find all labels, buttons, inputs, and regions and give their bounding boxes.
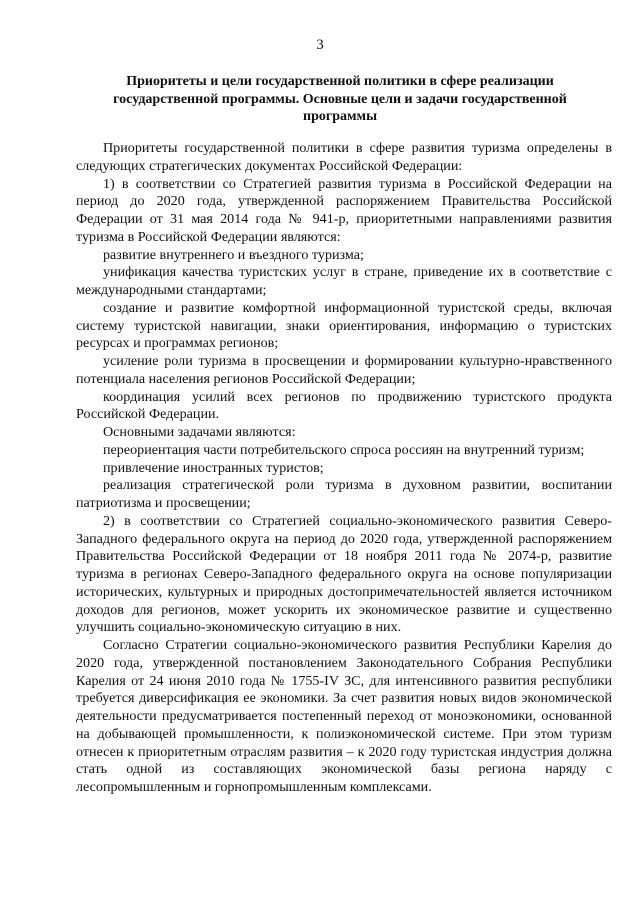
paragraph: переориентация части потребительского спроса россиян на внутренний туризм;: [103, 441, 585, 458]
paragraph: привлечение иностранных туристов;: [103, 459, 324, 476]
paragraph: усиление роли туризма в просвещении и формировании культурно-нравственного потенциала населения регионов Российской Федерации;: [76, 353, 612, 387]
paragraph: реализация стратегической роли туризма в духовном развитии, воспитании патриотизма и просвещении;: [76, 477, 612, 511]
paragraph: Основными задачами являются:: [103, 424, 296, 440]
section-title: Приоритеты и цели государственной политики в сфере реализации государственной программы. Основные цели и задачи государственной программы: [113, 74, 567, 124]
paragraph: Согласно Стратегии социально-экономического развития Республики Карелия до 2020 года, утвержденной постановлением Законодательного Собрания Республики Карелия от 24 июня 2010 года № 1755-IV ЗС, для интенсивного развития республики требуется диверсификация ее экономики. За счет развития новых видов экономической деятельности предусматривается постепенный переход от моноэкономики, основанной на добывающей промышленности, к полиэкономической системе. При этом туризм отнесен к приоритетным отраслям развития – к 2020 году туристская индустрия должна стать одной из составляющих экономической базы региона наряду с лесопромышленным и горнопромышленным комплексами.: [76, 637, 612, 795]
paragraph: развитие внутреннего и въездного туризма;: [103, 246, 364, 263]
paragraph: унификация качества туристских услуг в стране, приведение их в соответствие с международными стандартами;: [76, 264, 612, 298]
paragraph: 1) в соответствии со Стратегией развития туризма в Российской Федерации на период до 2020 года, утвержденной распоряжением Правительства Российской Федерации от 31 мая 2014 года № 941-р, приоритетными направлениями развития туризма в Российской Федерации являются:: [76, 175, 612, 245]
paragraph: создание и развитие комфортной информационной туристской среды, включая систему туристской навигации, знаки ориентирования, информацию о туристских ресурсах и программах регионов;: [76, 299, 612, 352]
document-body: [76, 140, 612, 797]
paragraph: 2) в соответствии со Стратегией социально-экономического развития Северо-Западного федерального округа на период до 2020 года, утвержденной распоряжением Правительства Российской Федерации от 18 ноября 2011 года № 2074-р, развитие туризма в регионах Северо-Западного федерального округа на основе популяризации исторических, культурных и природных достопримечательностей является источником доходов для регионов, может ускорить их экономическое развитие и существенно улучшить социально-экономическую ситуацию в них.: [76, 512, 612, 636]
page-number: 3: [316, 37, 324, 53]
paragraph: Приоритеты государственной политики в сфере развития туризма определены в следующих стратегических документах Российской Федерации:: [76, 140, 612, 174]
paragraph: координация усилий всех регионов по продвижению туристского продукта Российской Федерации.: [76, 388, 612, 423]
